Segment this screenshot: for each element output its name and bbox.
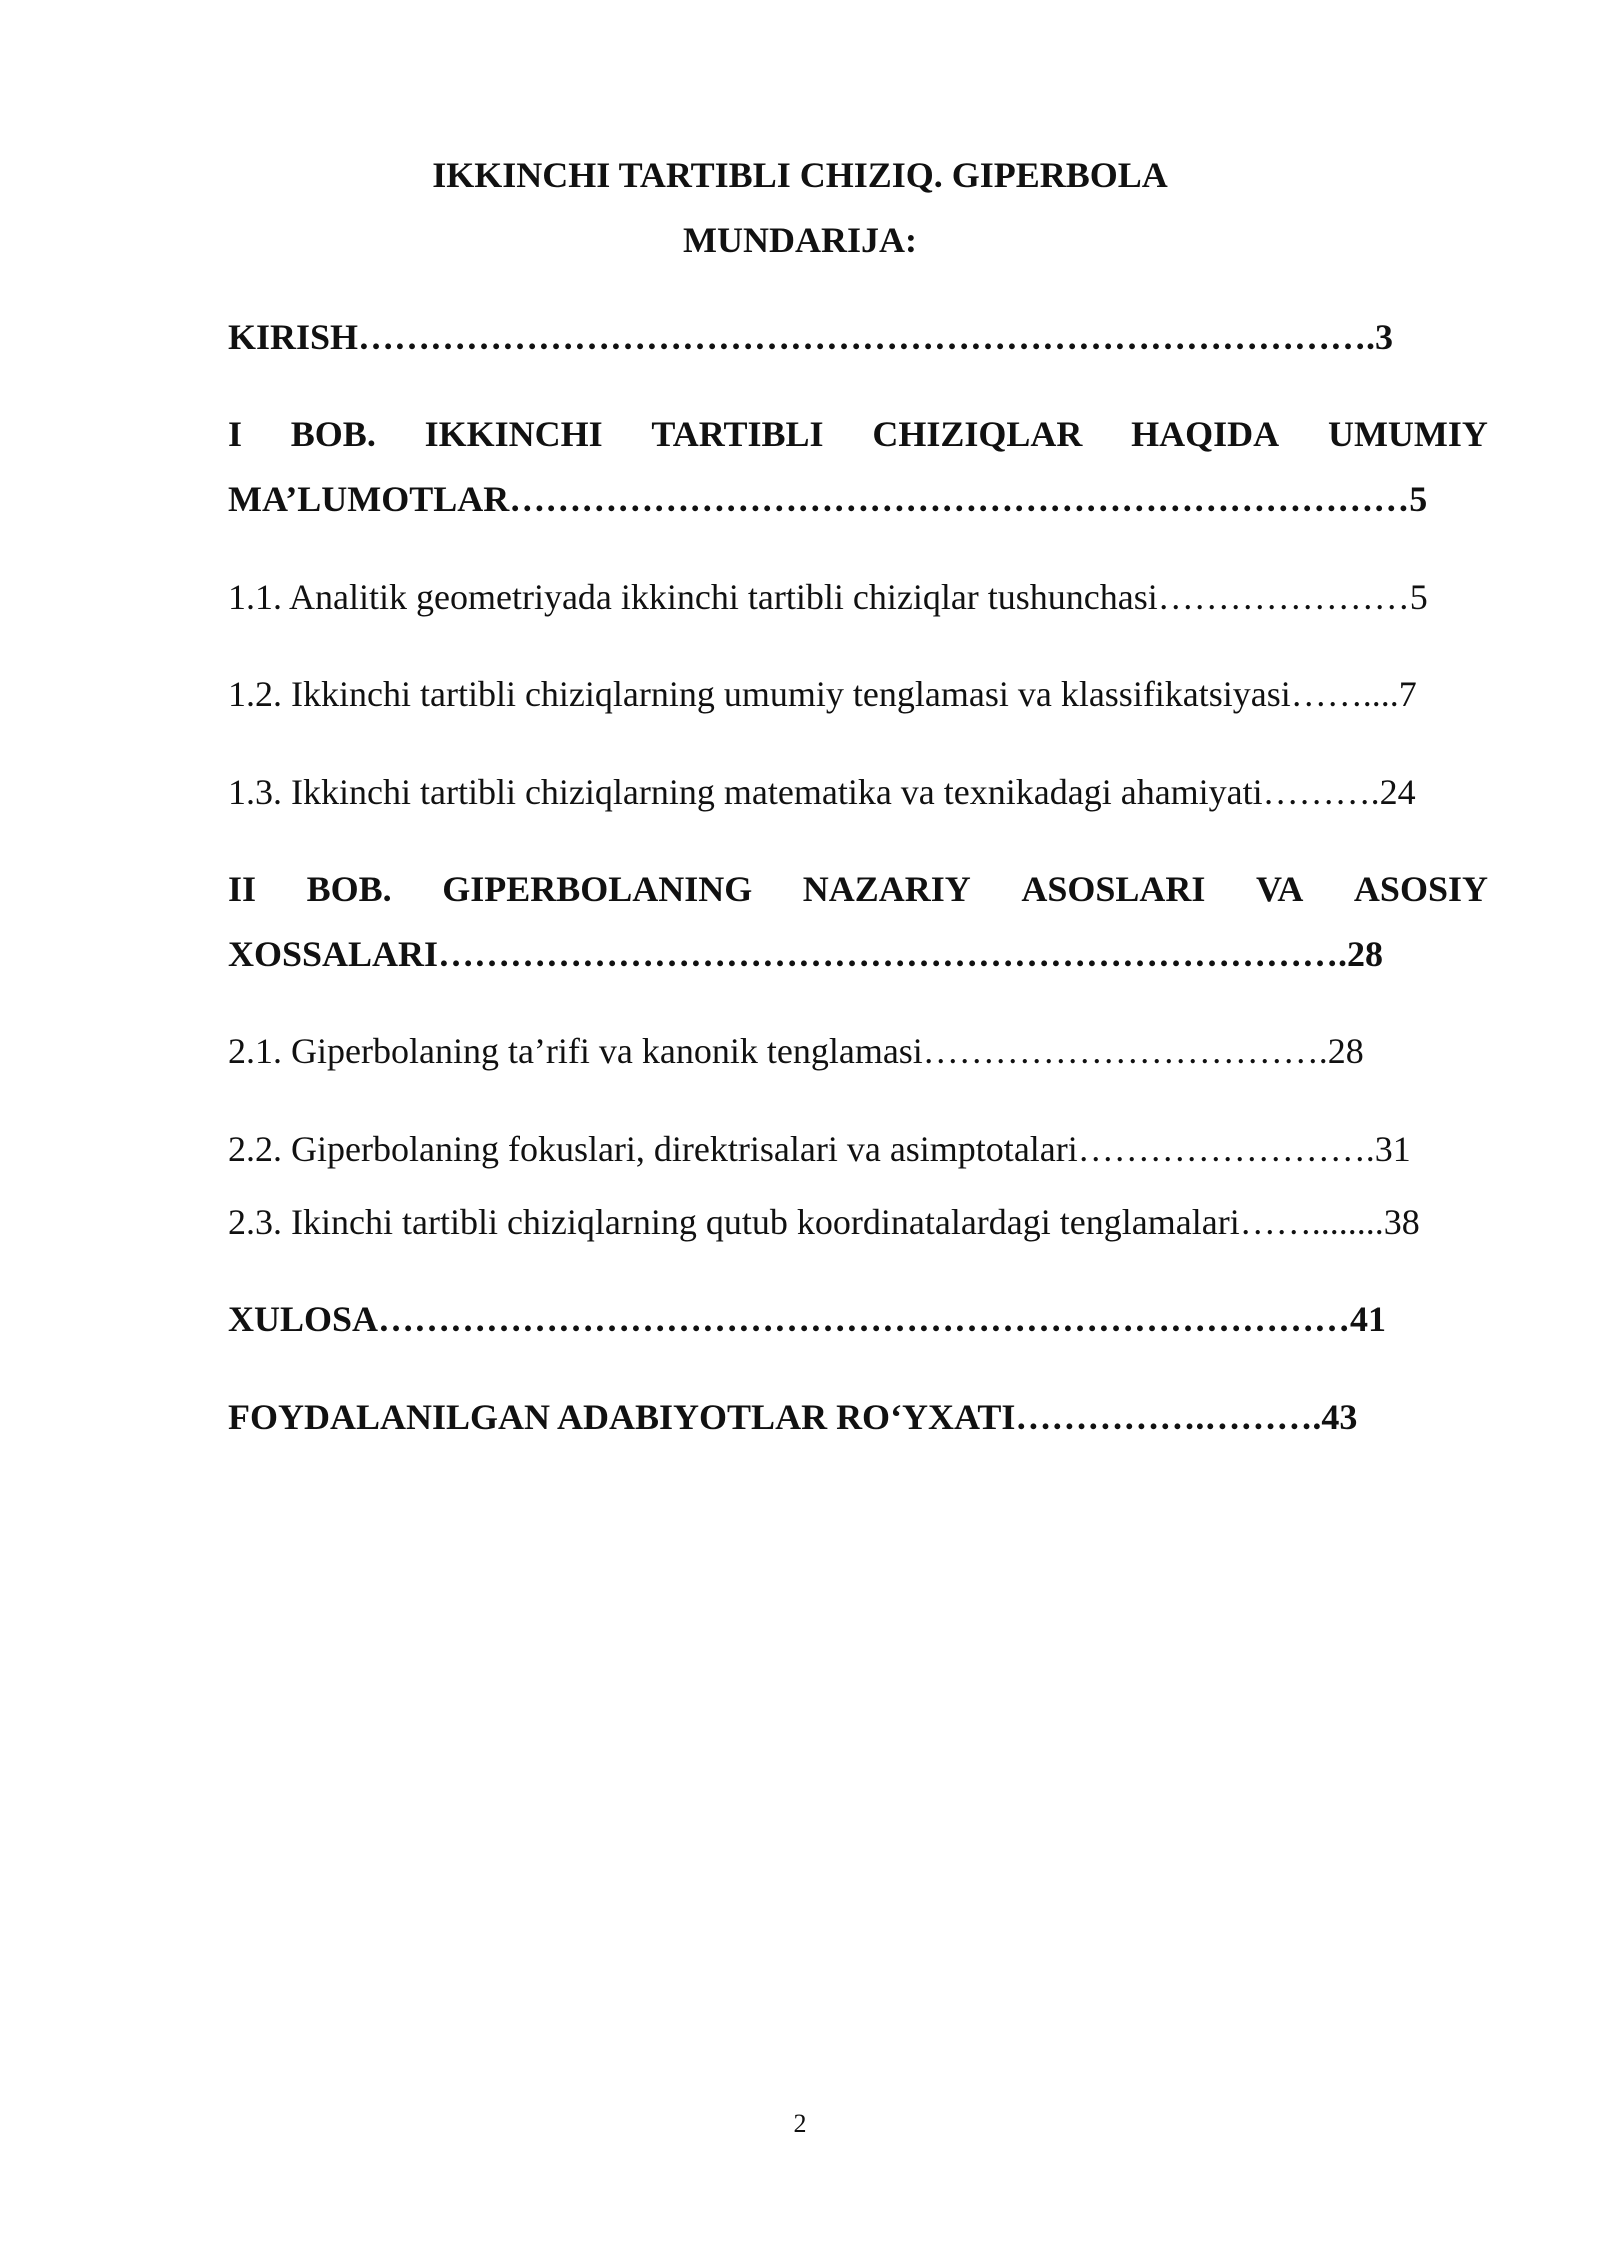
toc-chapter2-word: NAZARIY bbox=[802, 869, 971, 909]
page-number: 2 bbox=[793, 2109, 807, 2138]
document-title: IKKINCHI TARTIBLI CHIZIQ. GIPERBOLA bbox=[432, 155, 1168, 195]
toc-heading: MUNDARIJA: bbox=[683, 220, 917, 260]
toc-entry-2-3: 2.3. Ikinchi tartibli chiziqlarning qutub koordinatalardagi tenglamalari……........38 bbox=[228, 1202, 1420, 1242]
toc-chapter2-line1 bbox=[228, 867, 1488, 911]
toc-entry-2-2: 2.2. Giperbolaning fokuslari, direktrisalari va asimptotalari…………………….31 bbox=[228, 1129, 1411, 1169]
toc-chapter1-word: I bbox=[228, 414, 243, 454]
toc-chapter1-word: TARTIBLI bbox=[651, 414, 824, 454]
toc-chapter2-word: VA bbox=[1256, 869, 1304, 909]
toc-chapter1-word: BOB. bbox=[290, 414, 376, 454]
toc-chapter2-word: GIPERBOLANING bbox=[442, 869, 753, 909]
toc-chapter2-word: ASOSIY bbox=[1353, 869, 1488, 909]
toc-entry-1-3: 1.3. Ikkinchi tartibli chiziqlarning matematika va texnikadagi ahamiyati……….24 bbox=[228, 772, 1416, 812]
toc-chapter2-line2: XOSSALARI………………………………………………………………….28 bbox=[228, 934, 1384, 974]
toc-entry-2-1: 2.1. Giperbolaning ta’rifi va kanonik tenglamasi…………………………….28 bbox=[228, 1031, 1364, 1071]
toc-entry-intro: KIRISH………………………………………………………………………….3 bbox=[228, 317, 1394, 357]
toc-chapter2-word: II bbox=[228, 869, 257, 909]
toc-chapter1-word: UMUMIY bbox=[1327, 414, 1488, 454]
toc-chapter1-line2: MA’LUMOTLAR…………………………………………………………………5 bbox=[228, 479, 1428, 519]
toc-chapter1-word: HAQIDA bbox=[1131, 414, 1280, 454]
toc-entry-references: FOYDALANILGAN ADABIYOTLAR RO‘YXATI…………….……….43 bbox=[228, 1397, 1358, 1437]
toc-chapter2-word: BOB. bbox=[306, 869, 392, 909]
toc-chapter2-word: ASOSLARI bbox=[1021, 869, 1206, 909]
toc-chapter1-word: CHIZIQLAR bbox=[872, 414, 1083, 454]
toc-chapter1-line1 bbox=[228, 412, 1488, 456]
toc-chapter1-word: IKKINCHI bbox=[424, 414, 603, 454]
toc-entry-conclusion: XULOSA………………………………………………………………………41 bbox=[228, 1299, 1387, 1339]
toc-entry-1-2: 1.2. Ikkinchi tartibli chiziqlarning umumiy tenglamasi va klassifikatsiyasi……....7 bbox=[228, 674, 1417, 714]
toc-entry-1-1: 1.1. Analitik geometriyada ikkinchi tartibli chiziqlar tushunchasi…………………5 bbox=[228, 577, 1428, 617]
